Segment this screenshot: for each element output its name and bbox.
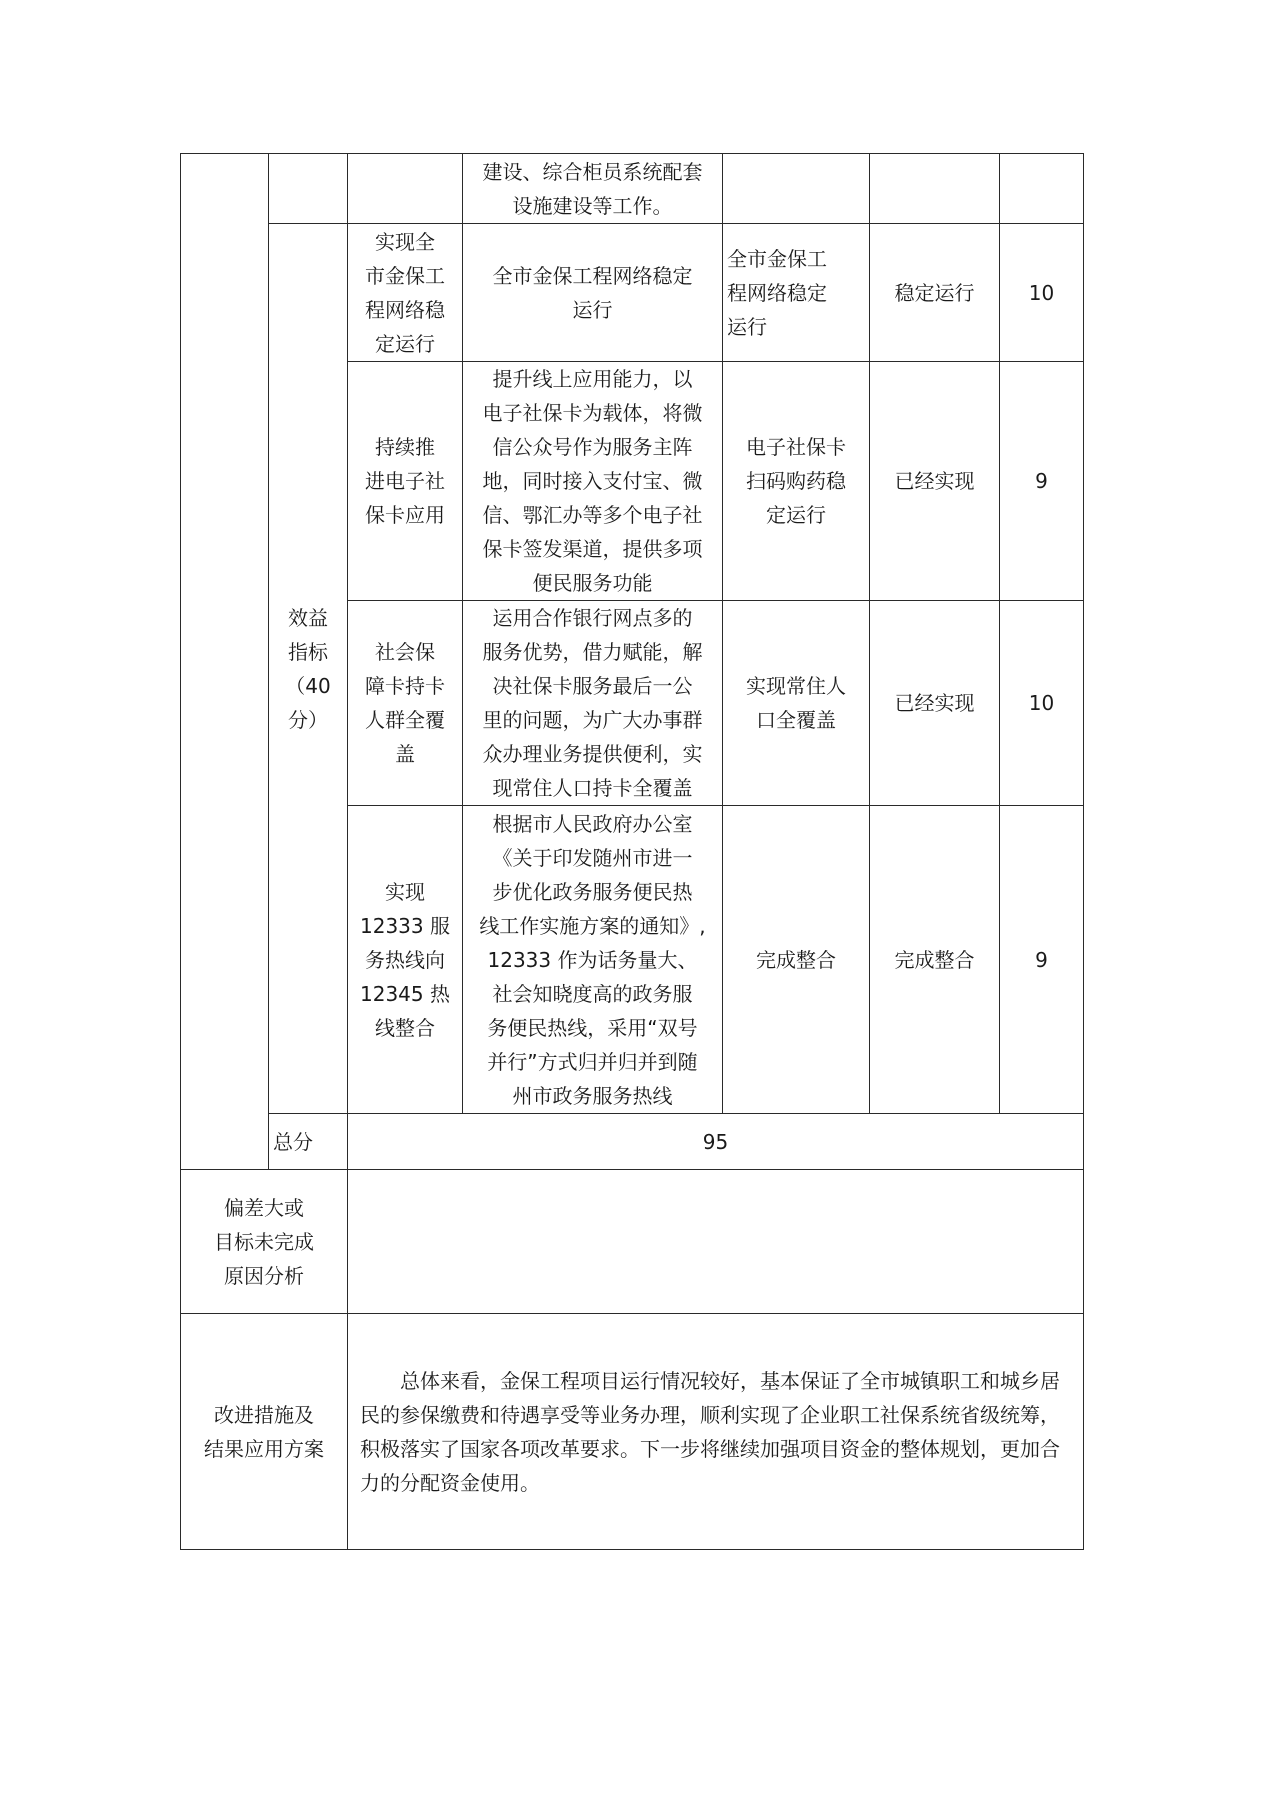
performance-table <box>180 153 1084 1550</box>
content-cell: 运用合作银行网点多的 服务优势，借力赋能，解 决社保卡服务最后一公 里的问题，为广大办事群 众办理业务提供便利，实 现常住人口持卡全覆盖 <box>463 601 723 806</box>
category-label: 效益 指标 （40 分） <box>269 224 348 1114</box>
target-cell <box>723 154 870 224</box>
deviation-row <box>181 1170 1084 1314</box>
actual-cell: 完成整合 <box>870 806 1000 1114</box>
actual-cell <box>870 154 1000 224</box>
actual-cell: 稳定运行 <box>870 224 1000 362</box>
content-cell: 建设、综合柜员系统配套 设施建设等工作。 <box>463 154 723 224</box>
content-cell: 提升线上应用能力，以 电子社保卡为载体，将微 信公众号作为服务主阵 地，同时接入支付宝、微 信、鄂汇办等多个电子社 保卡签发渠道，提供多项 便民服务功能 <box>463 362 723 601</box>
score-cell: 10 <box>1000 224 1084 362</box>
content-cell: 根据市人民政府办公室 《关于印发随州市进一 步优化政务服务便民热 线工作实施方案的通知》, 12333 作为话务量大、 社会知晓度高的政务服 务便民热线，采用“双号 并行”方式归并归并到随 州市政务服务热线 <box>463 806 723 1114</box>
improvement-label: 改进措施及 结果应用方案 <box>181 1314 348 1550</box>
indicator-cell: 实现全 市金保工 程网络稳 定运行 <box>348 224 463 362</box>
score-cell: 10 <box>1000 601 1084 806</box>
target-cell: 全市金保工 程网络稳定 运行 <box>723 224 870 362</box>
level2-cell <box>269 154 348 224</box>
score-cell: 9 <box>1000 362 1084 601</box>
deviation-value <box>348 1170 1084 1314</box>
deviation-label: 偏差大或 目标未完成 原因分析 <box>181 1170 348 1314</box>
score-cell: 9 <box>1000 806 1084 1114</box>
indicator-cell <box>348 154 463 224</box>
actual-cell: 已经实现 <box>870 601 1000 806</box>
target-cell: 电子社保卡 扫码购药稳 定运行 <box>723 362 870 601</box>
indicator-cell: 社会保 障卡持卡 人群全覆 盖 <box>348 601 463 806</box>
indicator-cell: 持续推 进电子社 保卡应用 <box>348 362 463 601</box>
actual-cell: 已经实现 <box>870 362 1000 601</box>
level1-cell <box>181 154 269 1170</box>
total-value: 95 <box>348 1114 1084 1170</box>
content-cell: 全市金保工程网络稳定 运行 <box>463 224 723 362</box>
total-label: 总分 <box>269 1114 348 1170</box>
target-cell: 完成整合 <box>723 806 870 1114</box>
table-row <box>181 154 1084 224</box>
table-row <box>181 224 1084 362</box>
indicator-cell: 实现 12333 服 务热线向 12345 热 线整合 <box>348 806 463 1114</box>
target-cell: 实现常住人 口全覆盖 <box>723 601 870 806</box>
improvement-value <box>348 1314 1084 1550</box>
total-row <box>181 1114 1084 1170</box>
improvement-text: 总体来看，金保工程项目运行情况较好，基本保证了全市城镇职工和城乡居民的参保缴费和待遇享受等业务办理，顺利实现了企业职工社保系统省级统筹，积极落实了国家各项改革要求。下一步将继续加强项目资金的整体规划，更加合力的分配资金使用。 <box>360 1368 1060 1495</box>
improvement-row <box>181 1314 1084 1550</box>
score-cell <box>1000 154 1084 224</box>
